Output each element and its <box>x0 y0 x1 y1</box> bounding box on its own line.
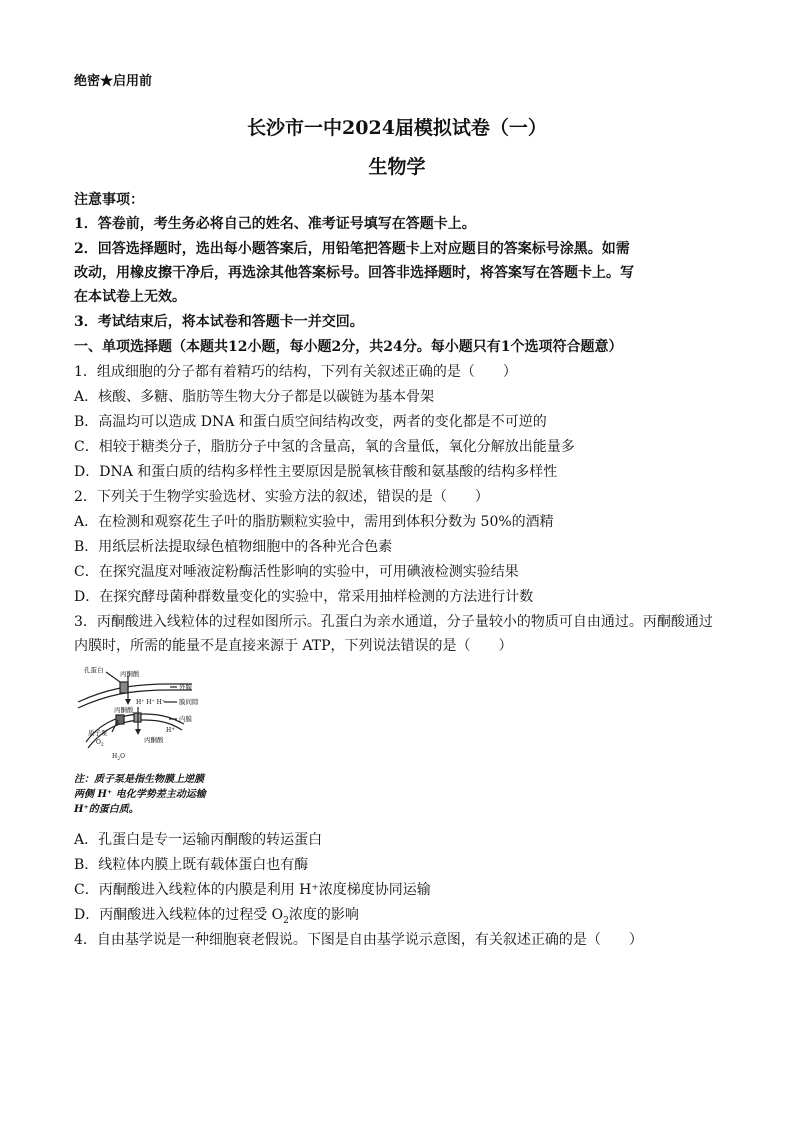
pyruvate-label-top: 丙酮酸 <box>120 670 140 678</box>
question-2-option-c: C．在探究温度对唾液淀粉酶活性影响的实验中，可用碘液检测实验结果 <box>74 564 519 580</box>
intermembrane-space-label: 膜间隙 <box>179 698 199 706</box>
notes-heading: 注意事项： <box>74 192 144 208</box>
question-2-option-a: A．在检测和观察花生子叶的脂肪颗粒实验中，需用到体积分数为 50%的酒精 <box>74 514 554 530</box>
inner-membrane-label: 内膜 <box>179 715 192 723</box>
proton-pump-label: 质子泵 <box>88 729 108 737</box>
outer-membrane-label: 外膜 <box>179 683 192 691</box>
pyruvate-label-bottom: 丙酮酸 <box>144 736 164 744</box>
mitochondria-membrane-figure <box>74 662 224 767</box>
note-1: 1．答卷前，考生务必将自己的姓名、准考证号填写在答题卡上。 <box>74 216 476 232</box>
note-3: 3．考试结束后，将本试卷和答题卡一并交回。 <box>74 314 364 330</box>
question-3-option-b: B．线粒体内膜上既有载体蛋白也有酶 <box>74 857 309 873</box>
note-2-line-2: 改动，用橡皮擦干净后，再选涂其他答案标号。回答非选择题时，将答案写在答题卡上。写 <box>74 265 634 281</box>
h-ions-label: H⁺ H⁺ H⁺ <box>136 699 166 706</box>
note-2-line-1: 2．回答选择题时，选出每小题答案后，用铅笔把答题卡上对应题目的答案标号涂黑。如需 <box>74 241 630 257</box>
question-1-option-c: C．相较于糖类分子，脂肪分子中氢的含量高，氧的含量低，氧化分解放出能量多 <box>74 439 575 455</box>
question-4-stem: 4．自由基学说是一种细胞衰老假说。下图是自由基学说示意图，有关叙述正确的是（ ） <box>74 932 643 948</box>
question-3-option-a: A．孔蛋白是专一运输丙酮酸的转运蛋白 <box>74 832 323 848</box>
figure-note-line-1: 注：质子泵是指生物膜上逆膜 <box>74 774 204 785</box>
question-2-option-d: D．在探究酵母菌种群数量变化的实验中，常采用抽样检测的方法进行计数 <box>74 589 534 605</box>
confidential-mark: 绝密★启用前 <box>74 74 153 89</box>
figure-note-line-3: H⁺的蛋白质。 <box>74 804 139 815</box>
h-ion-label: H+ <box>166 727 176 734</box>
question-3-stem-line-1: 3．丙酮酸进入线粒体的过程如图所示。孔蛋白为亲水通道，分子量较小的物质可自由通过。丙酮酸通过 <box>74 614 713 630</box>
note-2-line-3: 在本试卷上无效。 <box>74 289 186 305</box>
question-1-option-b: B．高温均可以造成 DNA 和蛋白质空间结构改变，两者的变化都是不可逆的 <box>74 414 547 430</box>
o2-label: $O_2$ <box>96 739 104 748</box>
pyruvate-label-mid: 丙酮酸 <box>114 706 134 714</box>
question-1-option-a: A．核酸、多糖、脂肪等生物大分子都是以碳链为基本骨架 <box>74 389 435 405</box>
question-3-option-d: D．丙酮酸进入线粒体的过程受 $O_2$浓度的影响 <box>74 907 359 926</box>
question-2-option-b: B．用纸层析法提取绿色植物细胞中的各种光合色素 <box>74 539 393 555</box>
question-3-stem-line-2: 内膜时，所需的能量不是直接来源于 ATP，下列说法错误的是（ ） <box>74 638 513 654</box>
question-1-option-d: D．DNA 和蛋白质的结构多样性主要原因是脱氧核苷酸和氨基酸的结构多样性 <box>74 464 558 480</box>
subject-title: 生物学 <box>368 156 426 178</box>
porin-label: 孔蛋白 <box>84 666 104 674</box>
question-1-stem: 1．组成细胞的分子都有着精巧的结构，下列有关叙述正确的是（ ） <box>74 364 517 380</box>
section-1-heading: 一、单项选择题（本题共12小题，每小题2分，共24分。每小题只有1个选项符合题意） <box>74 339 623 355</box>
question-2-stem: 2．下列关于生物学实验选材、实验方法的叙述，错误的是（ ） <box>74 489 489 505</box>
question-3-option-c: C．丙酮酸进入线粒体的内膜是利用 H⁺浓度梯度协同运输 <box>74 882 431 898</box>
exam-title: 长沙市一中2024届模拟试卷（一） <box>247 117 547 139</box>
h2o-label: $H_2O$ <box>112 753 126 762</box>
figure-note-line-2: 两侧 H⁺ 电化学势差主动运输 <box>74 789 206 800</box>
